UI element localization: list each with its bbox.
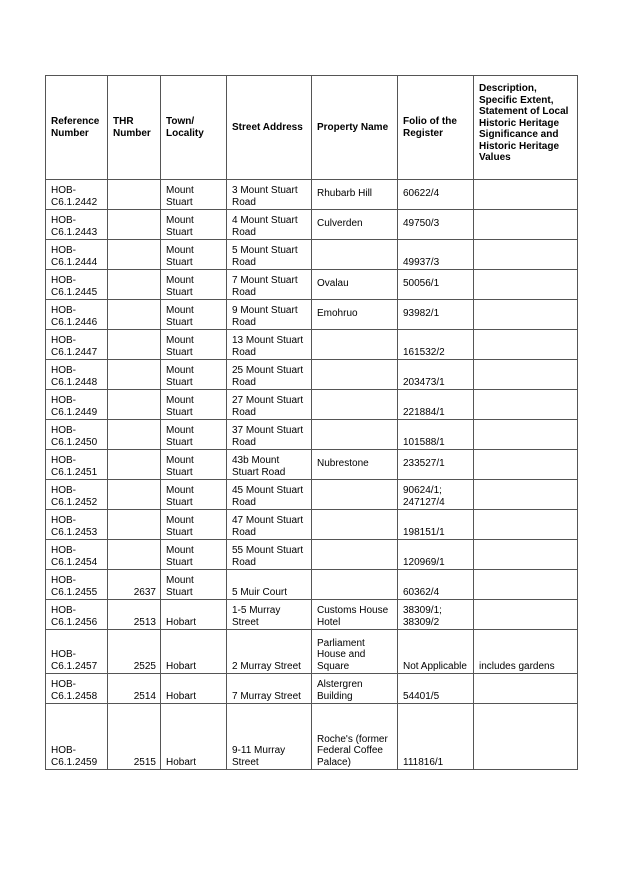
table-row <box>46 300 578 330</box>
cell-description <box>474 674 578 704</box>
header-description: Description, Specific Extent, Statement of Local Historic Heritage Significance and Historic Heritage Values <box>474 76 578 180</box>
cell-folio: 50056/1 <box>398 270 474 300</box>
cell-street-address: 45 Mount Stuart Road <box>227 480 312 510</box>
cell-description <box>474 704 578 770</box>
cell-property-name <box>312 390 398 420</box>
cell-description <box>474 600 578 630</box>
cell-folio: 93982/1 <box>398 300 474 330</box>
cell-property-name: Ovalau <box>312 270 398 300</box>
cell-folio: 54401/5 <box>398 674 474 704</box>
cell-thr-number <box>108 420 161 450</box>
cell-street-address: 7 Murray Street <box>227 674 312 704</box>
cell-folio: 203473/1 <box>398 360 474 390</box>
table-row <box>46 510 578 540</box>
table-row <box>46 540 578 570</box>
cell-property-name <box>312 540 398 570</box>
cell-street-address: 7 Mount Stuart Road <box>227 270 312 300</box>
cell-property-name: Alstergren Building <box>312 674 398 704</box>
cell-street-address: 4 Mount Stuart Road <box>227 210 312 240</box>
cell-property-name: Rhubarb Hill <box>312 180 398 210</box>
cell-reference-number: HOB-C6.1.2452 <box>46 480 108 510</box>
cell-folio: 49937/3 <box>398 240 474 270</box>
table-row <box>46 704 578 770</box>
header-property-name: Property Name <box>312 76 398 180</box>
cell-property-name: Culverden <box>312 210 398 240</box>
cell-thr-number <box>108 510 161 540</box>
cell-description <box>474 450 578 480</box>
cell-property-name <box>312 570 398 600</box>
cell-town-locality: Mount Stuart <box>161 180 227 210</box>
cell-town-locality: Mount Stuart <box>161 270 227 300</box>
cell-street-address: 47 Mount Stuart Road <box>227 510 312 540</box>
cell-description <box>474 510 578 540</box>
cell-folio: 101588/1 <box>398 420 474 450</box>
cell-street-address: 1-5 Murray Street <box>227 600 312 630</box>
cell-folio: 198151/1 <box>398 510 474 540</box>
cell-thr-number <box>108 210 161 240</box>
cell-property-name <box>312 240 398 270</box>
cell-description <box>474 480 578 510</box>
table-row <box>46 570 578 600</box>
cell-town-locality: Mount Stuart <box>161 420 227 450</box>
cell-folio: 221884/1 <box>398 390 474 420</box>
cell-folio: 38309/1; 38309/2 <box>398 600 474 630</box>
cell-thr-number: 2515 <box>108 704 161 770</box>
cell-thr-number <box>108 240 161 270</box>
cell-reference-number: HOB-C6.1.2453 <box>46 510 108 540</box>
cell-town-locality: Mount Stuart <box>161 450 227 480</box>
cell-property-name <box>312 360 398 390</box>
cell-thr-number: 2637 <box>108 570 161 600</box>
cell-thr-number <box>108 480 161 510</box>
table-row <box>46 450 578 480</box>
cell-town-locality: Hobart <box>161 600 227 630</box>
cell-town-locality: Hobart <box>161 674 227 704</box>
cell-street-address: 43b Mount Stuart Road <box>227 450 312 480</box>
cell-reference-number: HOB-C6.1.2446 <box>46 300 108 330</box>
cell-property-name <box>312 330 398 360</box>
cell-thr-number: 2525 <box>108 630 161 674</box>
header-reference-number: Reference Number <box>46 76 108 180</box>
cell-town-locality: Mount Stuart <box>161 480 227 510</box>
cell-description: includes gardens <box>474 630 578 674</box>
cell-reference-number: HOB-C6.1.2450 <box>46 420 108 450</box>
cell-description <box>474 300 578 330</box>
cell-town-locality: Mount Stuart <box>161 240 227 270</box>
cell-description <box>474 270 578 300</box>
cell-town-locality: Mount Stuart <box>161 210 227 240</box>
header-row <box>46 76 578 180</box>
heritage-register-table <box>45 75 578 770</box>
table-row <box>46 180 578 210</box>
cell-street-address: 37 Mount Stuart Road <box>227 420 312 450</box>
table-row <box>46 210 578 240</box>
cell-reference-number: HOB-C6.1.2458 <box>46 674 108 704</box>
table-row <box>46 240 578 270</box>
cell-reference-number: HOB-C6.1.2455 <box>46 570 108 600</box>
cell-thr-number <box>108 330 161 360</box>
cell-town-locality: Mount Stuart <box>161 300 227 330</box>
table-row <box>46 674 578 704</box>
cell-street-address: 5 Mount Stuart Road <box>227 240 312 270</box>
cell-folio: 161532/2 <box>398 330 474 360</box>
cell-description <box>474 390 578 420</box>
header-town-locality: Town/ Locality <box>161 76 227 180</box>
cell-folio: 60622/4 <box>398 180 474 210</box>
cell-description <box>474 330 578 360</box>
cell-description <box>474 570 578 600</box>
cell-reference-number: HOB-C6.1.2443 <box>46 210 108 240</box>
cell-reference-number: HOB-C6.1.2451 <box>46 450 108 480</box>
cell-street-address: 25 Mount Stuart Road <box>227 360 312 390</box>
cell-folio: 233527/1 <box>398 450 474 480</box>
cell-thr-number <box>108 300 161 330</box>
cell-street-address: 5 Muir Court <box>227 570 312 600</box>
header-street-address: Street Address <box>227 76 312 180</box>
cell-description <box>474 420 578 450</box>
table-row <box>46 360 578 390</box>
cell-folio: 120969/1 <box>398 540 474 570</box>
cell-street-address: 9 Mount Stuart Road <box>227 300 312 330</box>
cell-street-address: 2 Murray Street <box>227 630 312 674</box>
cell-street-address: 13 Mount Stuart Road <box>227 330 312 360</box>
cell-description <box>474 360 578 390</box>
cell-property-name: Nubrestone <box>312 450 398 480</box>
cell-town-locality: Mount Stuart <box>161 510 227 540</box>
cell-street-address: 27 Mount Stuart Road <box>227 390 312 420</box>
cell-property-name <box>312 420 398 450</box>
cell-town-locality: Mount Stuart <box>161 540 227 570</box>
cell-town-locality: Mount Stuart <box>161 330 227 360</box>
cell-town-locality: Mount Stuart <box>161 360 227 390</box>
cell-folio: 49750/3 <box>398 210 474 240</box>
cell-property-name: Customs House Hotel <box>312 600 398 630</box>
cell-reference-number: HOB-C6.1.2459 <box>46 704 108 770</box>
cell-property-name: Emohruo <box>312 300 398 330</box>
cell-thr-number <box>108 360 161 390</box>
cell-description <box>474 240 578 270</box>
cell-thr-number: 2514 <box>108 674 161 704</box>
cell-folio: Not Applicable <box>398 630 474 674</box>
cell-town-locality: Hobart <box>161 630 227 674</box>
cell-reference-number: HOB-C6.1.2444 <box>46 240 108 270</box>
cell-town-locality: Hobart <box>161 704 227 770</box>
cell-thr-number <box>108 390 161 420</box>
table-row <box>46 270 578 300</box>
table-row <box>46 480 578 510</box>
cell-thr-number <box>108 180 161 210</box>
cell-thr-number <box>108 540 161 570</box>
table-row <box>46 330 578 360</box>
cell-reference-number: HOB-C6.1.2448 <box>46 360 108 390</box>
cell-reference-number: HOB-C6.1.2454 <box>46 540 108 570</box>
cell-reference-number: HOB-C6.1.2449 <box>46 390 108 420</box>
header-thr-number: THR Number <box>108 76 161 180</box>
cell-description <box>474 180 578 210</box>
cell-folio: 111816/1 <box>398 704 474 770</box>
cell-description <box>474 540 578 570</box>
cell-property-name: Parliament House and Square <box>312 630 398 674</box>
cell-property-name <box>312 510 398 540</box>
header-folio: Folio of the Register <box>398 76 474 180</box>
cell-property-name: Roche's (former Federal Coffee Palace) <box>312 704 398 770</box>
cell-reference-number: HOB-C6.1.2457 <box>46 630 108 674</box>
cell-street-address: 3 Mount Stuart Road <box>227 180 312 210</box>
cell-reference-number: HOB-C6.1.2447 <box>46 330 108 360</box>
cell-thr-number <box>108 270 161 300</box>
cell-town-locality: Mount Stuart <box>161 570 227 600</box>
cell-street-address: 9-11 Murray Street <box>227 704 312 770</box>
cell-reference-number: HOB-C6.1.2445 <box>46 270 108 300</box>
cell-folio: 90624/1; 247127/4 <box>398 480 474 510</box>
cell-town-locality: Mount Stuart <box>161 390 227 420</box>
cell-folio: 60362/4 <box>398 570 474 600</box>
cell-property-name <box>312 480 398 510</box>
cell-reference-number: HOB-C6.1.2442 <box>46 180 108 210</box>
cell-reference-number: HOB-C6.1.2456 <box>46 600 108 630</box>
table-row <box>46 420 578 450</box>
cell-description <box>474 210 578 240</box>
table-row <box>46 390 578 420</box>
cell-thr-number <box>108 450 161 480</box>
cell-street-address: 55 Mount Stuart Road <box>227 540 312 570</box>
table-row <box>46 600 578 630</box>
cell-thr-number: 2513 <box>108 600 161 630</box>
table-row <box>46 630 578 674</box>
